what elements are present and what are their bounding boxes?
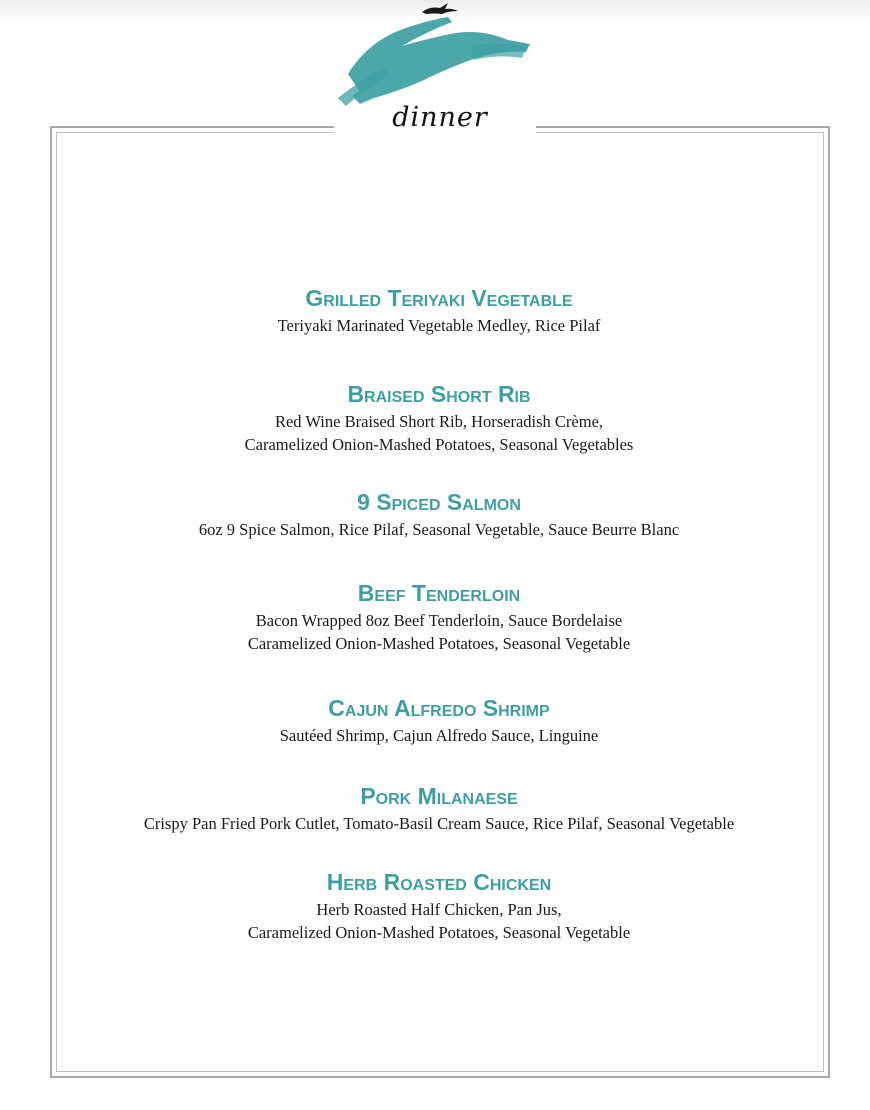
menu-item-name: Grilled Teriyaki Vegetable (305, 285, 573, 311)
menu-item-name: Beef Tenderloin (357, 580, 521, 606)
menu-item-description: 6oz 9 Spice Salmon, Rice Pilaf, Seasonal Vegetable, Sauce Beurre Blanc (198, 520, 680, 539)
teal-brush-stroke (338, 17, 530, 106)
dinner-menu (60, 280, 818, 944)
menu-item-description: Crispy Pan Fried Pork Cutlet, Tomato-Basil Cream Sauce, Rice Pilaf, Seasonal Vegetable (143, 814, 735, 833)
menu-item-name: Braised Short Rib (347, 381, 531, 407)
menu-item-description: Teriyaki Marinated Vegetable Medley, Rice Pilaf (277, 316, 601, 335)
menu-item-description: Herb Roasted Half Chicken, Pan Jus, (316, 900, 562, 919)
menu-item-description: Sautéed Shrimp, Cajun Alfredo Sauce, Linguine (279, 726, 599, 745)
menu-item-name: Herb Roasted Chicken (326, 869, 552, 895)
menu-item (60, 577, 818, 655)
menu-item-description: Caramelized Onion-Mashed Potatoes, Seasonal Vegetable (247, 634, 631, 653)
menu-title: dinner (392, 102, 488, 133)
menu-item (60, 378, 818, 456)
menu-item (60, 486, 818, 541)
bird-icon (422, 3, 458, 14)
menu-item-description: Caramelized Onion-Mashed Potatoes, Seasonal Vegetable (247, 923, 631, 942)
menu-item-name: Pork Milanaese (360, 783, 518, 809)
menu-item-description: Caramelized Onion-Mashed Potatoes, Seasonal Vegetables (244, 435, 634, 454)
menu-item-name: Cajun Alfredo Shrimp (328, 695, 550, 721)
menu-item-name: 9 Spiced Salmon (357, 489, 521, 515)
menu-item (60, 282, 818, 337)
menu-item (60, 866, 818, 944)
menu-item-description: Bacon Wrapped 8oz Beef Tenderloin, Sauce Bordelaise (255, 611, 623, 630)
menu-item (60, 780, 818, 835)
menu-item (60, 692, 818, 747)
menu-item-description: Red Wine Braised Short Rib, Horseradish Crème, (274, 412, 604, 431)
